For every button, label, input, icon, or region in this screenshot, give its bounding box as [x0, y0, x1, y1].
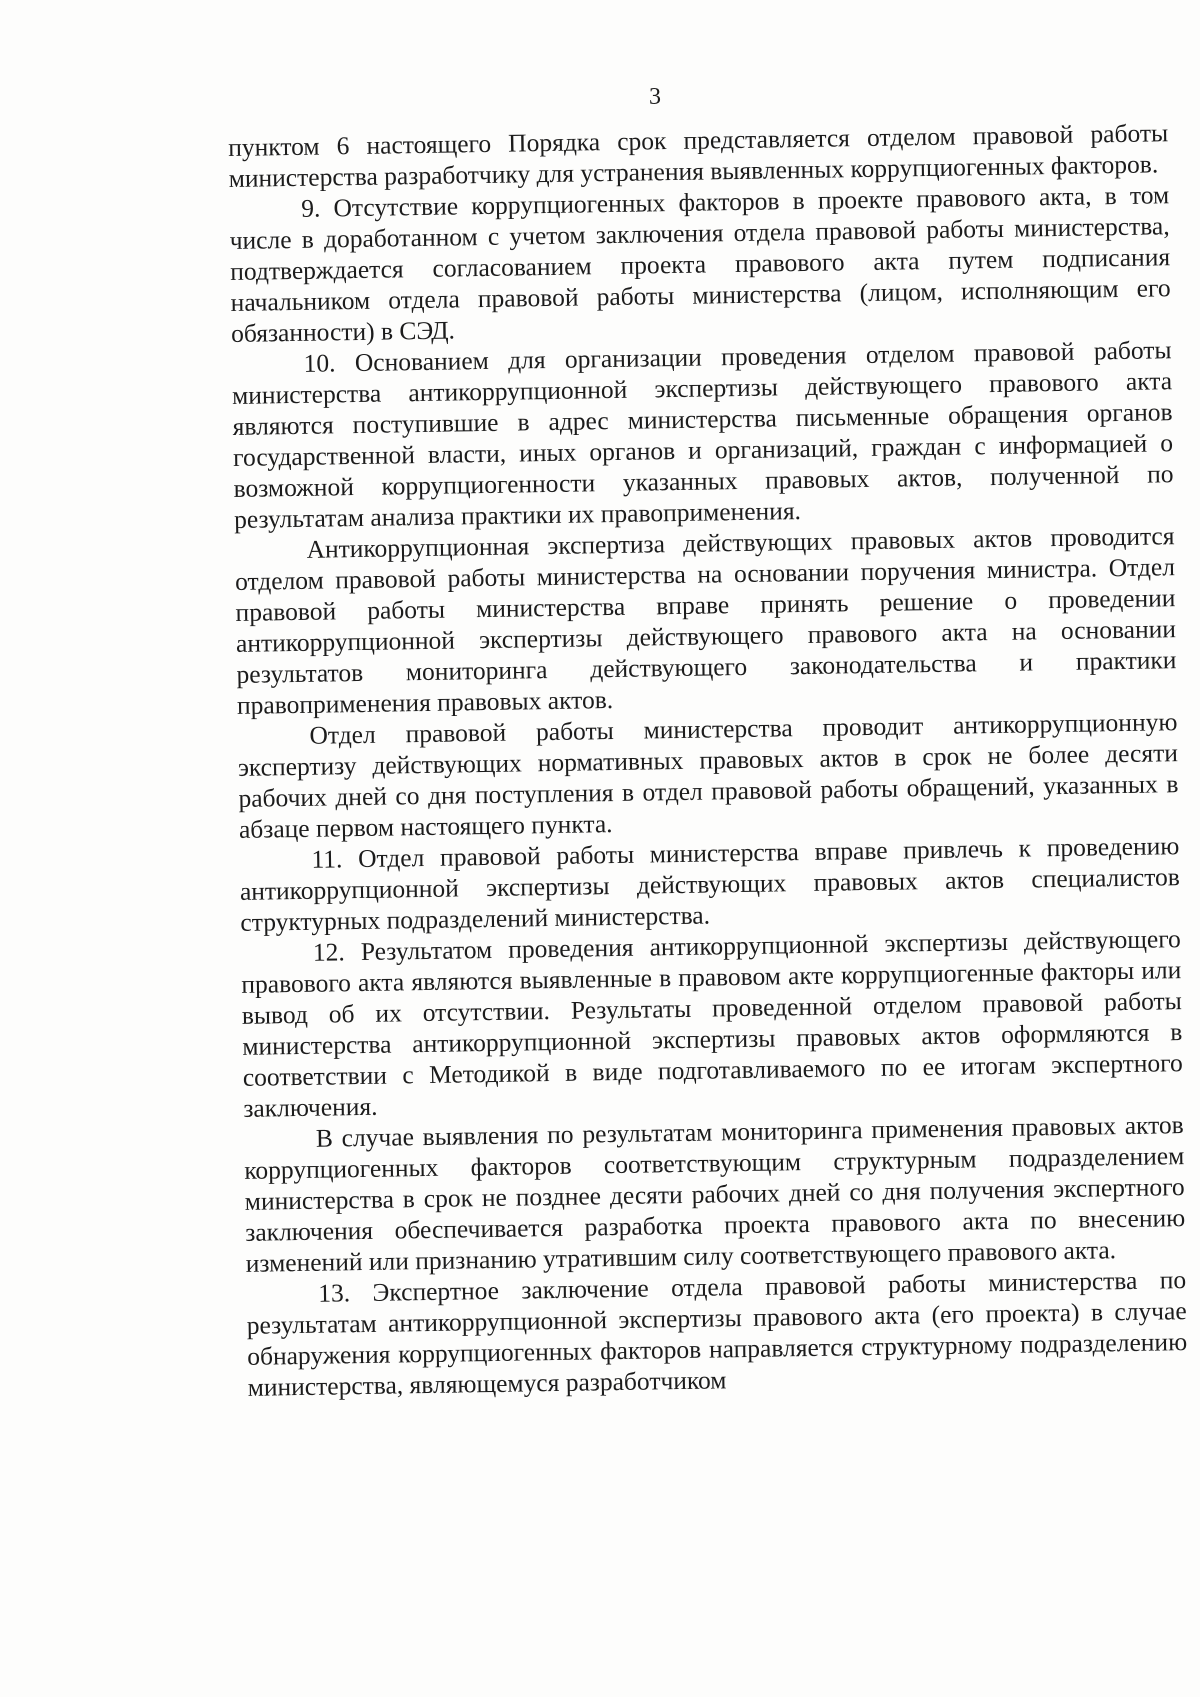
paragraph-item-12: 12. Результатом проведения антикоррупционной экспертизы действующего правового акта являются выявленные в правовом акте коррупциогенные факторы или вывод об их отсутствии. Результаты проведенной отделом правовой работы министерства антикоррупционной экспертизы правовых актов оформляются в соответствии с Методикой в виде подготавливаемого по ее итогам экспертного заключения.	[241, 924, 1183, 1123]
paragraph-item-11: 11. Отдел правовой работы министерства вправе привлечь к проведению антикоррупционной экспертизы действующих правовых актов специалистов структурных подразделений министерства.	[239, 831, 1181, 937]
page-number: 3	[649, 84, 661, 110]
paragraph-item-10-part-2: Антикоррупционная экспертиза действующих правовых актов проводится отделом правовой работы министерства на основании поручения министра. Отдел правовой работы министерства вправе принять решение о проведении антикоррупционной экспертизы действующего правового акта на основании результатов мониторинга действующего законодательства и практики правоприменения правовых актов.	[234, 521, 1177, 720]
paragraph-item-12-part-2: В случае выявления по результатам мониторинга применения правовых актов коррупциогенных факторов соответствующим структурным подразделением министерства в срок не позднее десяти рабочих дней со дня получения экспертного заключения обеспечивается разработка проекта правового акта по внесению изменений или признанию утратившим силу соответствующего правового акта.	[244, 1110, 1186, 1278]
document-body	[228, 117, 1188, 1403]
paragraph-item-9: 9. Отсутствие коррупциогенных факторов в проекте правового акта, в том числе в доработанном с учетом заключения отдела правовой работы министерства, подтверждается согласованием проекта правового акта путем подписания начальником отдела правовой работы министерства (лицом, исполняющим его обязанности) в СЭД.	[229, 180, 1171, 348]
paragraph-item-10: 10. Основанием для организации проведения отделом правовой работы министерства антикоррупционной экспертизы действующего правового акта являются поступившие в адрес министерства письменные обращения органов государственной власти, иных органов и организаций, граждан с информацией о возможной коррупциогенности указанных правовых актов, полученной по результатам анализа практики их правоприменения.	[231, 335, 1174, 534]
paragraph-continuation: пунктом 6 настоящего Порядка срок представляется отделом правовой работы министерства разработчику для устранения выявленных коррупциогенных факторов.	[228, 118, 1169, 193]
paragraph-item-10-part-3: Отдел правовой работы министерства проводит антикоррупционную экспертизу действующих нормативных правовых актов в срок не более десяти рабочих дней со дня поступления в отдел правовой работы обращений, указанных в абзаце первом настоящего пункта.	[237, 707, 1179, 844]
paragraph-item-13: 13. Экспертное заключение отдела правовой работы министерства по результатам антикоррупционной экспертизы правового акта (его проекта) в случае обнаружения коррупциогенных факторов направляется структурному подразделению министерства, являющемуся разработчиком	[246, 1265, 1188, 1402]
